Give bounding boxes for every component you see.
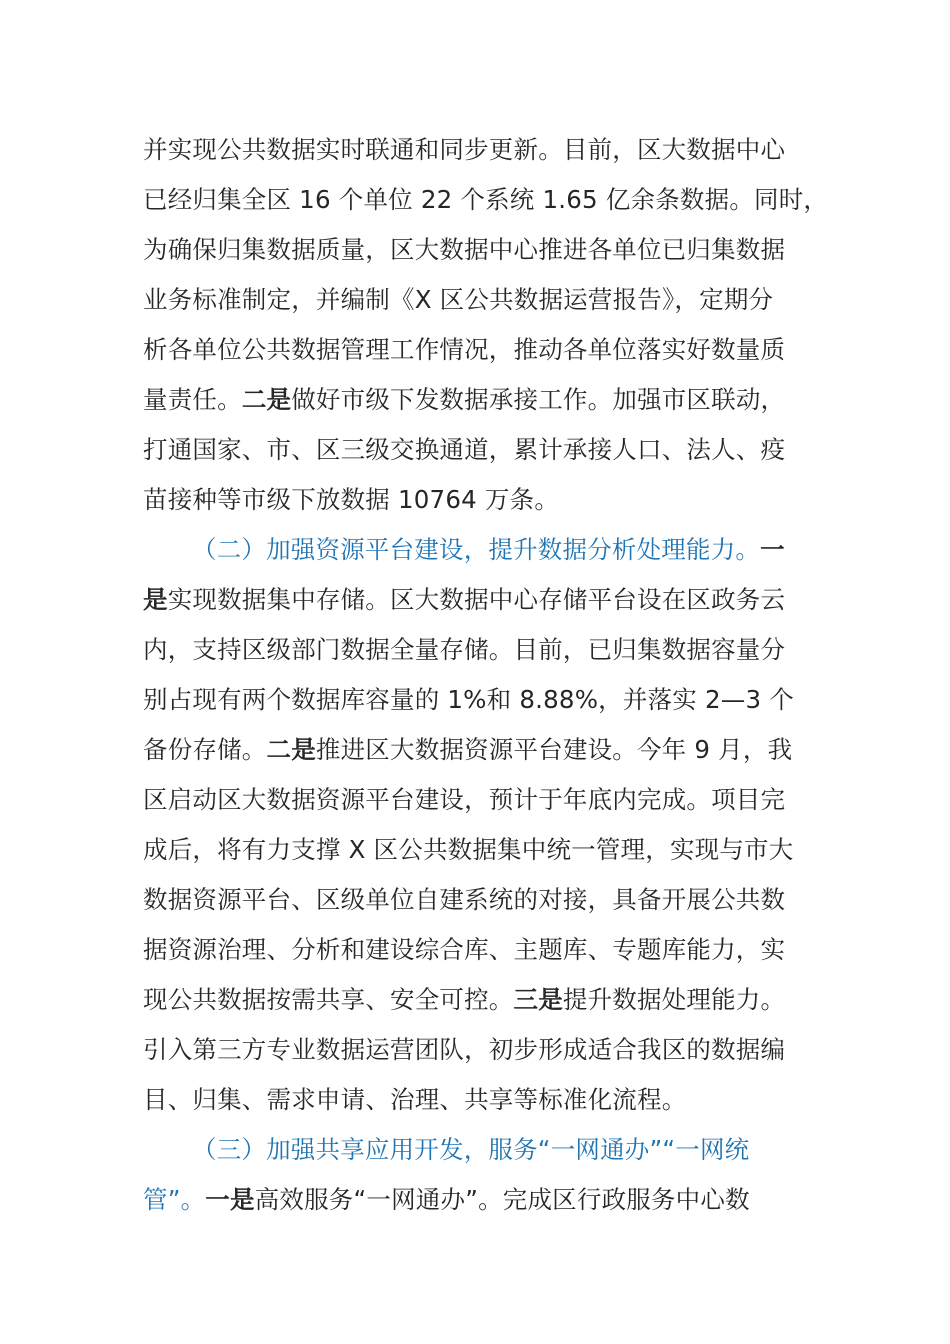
bold-marker: 二是 [241,385,292,414]
body-line: 管”。一是高效服务“一网通办”。完成区行政服务中心数 [143,1185,750,1214]
body-line: 已经归集全区 16 个单位 22 个系统 1.65 亿余条数据。同时， [143,185,829,214]
body-line: 目、归集、需求申请、治理、共享等标准化流程。 [143,1085,687,1114]
body-line: 据资源治理、分析和建设综合库、主题库、专题库能力，实 [143,935,786,964]
body-line: 并实现公共数据实时联通和同步更新。目前，区大数据中心 [143,135,786,164]
body-line: 引入第三方专业数据运营团队，初步形成适合我区的数据编 [143,1035,786,1064]
section-heading-3: （三）加强共享应用开发，服务“一网通办”“一网统 [192,1135,750,1164]
body-line: 内，支持区级部门数据全量存储。目前，已归集数据容量分 [143,635,786,664]
body-line: 是实现数据集中存储。区大数据中心存储平台设在区政务云 [143,585,786,614]
body-line: 别占现有两个数据库容量的 1%和 8.88%，并落实 2—3 个 [143,685,794,714]
body-line: 量责任。二是做好市级下发数据承接工作。加强市区联动， [143,385,786,414]
bold-marker: 是 [143,585,168,614]
body-line: 成后，将有力支撑 X 区公共数据集中统一管理，实现与市大 [143,835,794,864]
body-line: 为确保归集数据质量，区大数据中心推进各单位已归集数据 [143,235,786,264]
bold-marker: 一 [760,535,785,564]
bold-marker: 三是 [513,985,563,1014]
bold-marker: 二是 [266,735,316,764]
body-line: 苗接种等市级下放数据 10764 万条。 [143,485,560,514]
body-line: 现公共数据按需共享、安全可控。三是提升数据处理能力。 [143,985,786,1014]
body-line: 备份存储。二是推进区大数据资源平台建设。今年 9 月，我 [143,735,793,764]
section-heading-2: （二）加强资源平台建设，提升数据分析处理能力。一 [192,535,785,564]
bold-marker: 一是 [205,1185,255,1214]
body-line: 析各单位公共数据管理工作情况，推动各单位落实好数量质 [143,335,786,364]
body-line: 业务标准制定，并编制《X 区公共数据运营报告》，定期分 [143,285,774,314]
body-line: 区启动区大数据资源平台建设，预计于年底内完成。项目完 [143,785,786,814]
body-line: 打通国家、市、区三级交换通道，累计承接人口、法人、疫 [143,435,786,464]
body-line: 数据资源平台、区级单位自建系统的对接，具备开展公共数 [143,885,786,914]
